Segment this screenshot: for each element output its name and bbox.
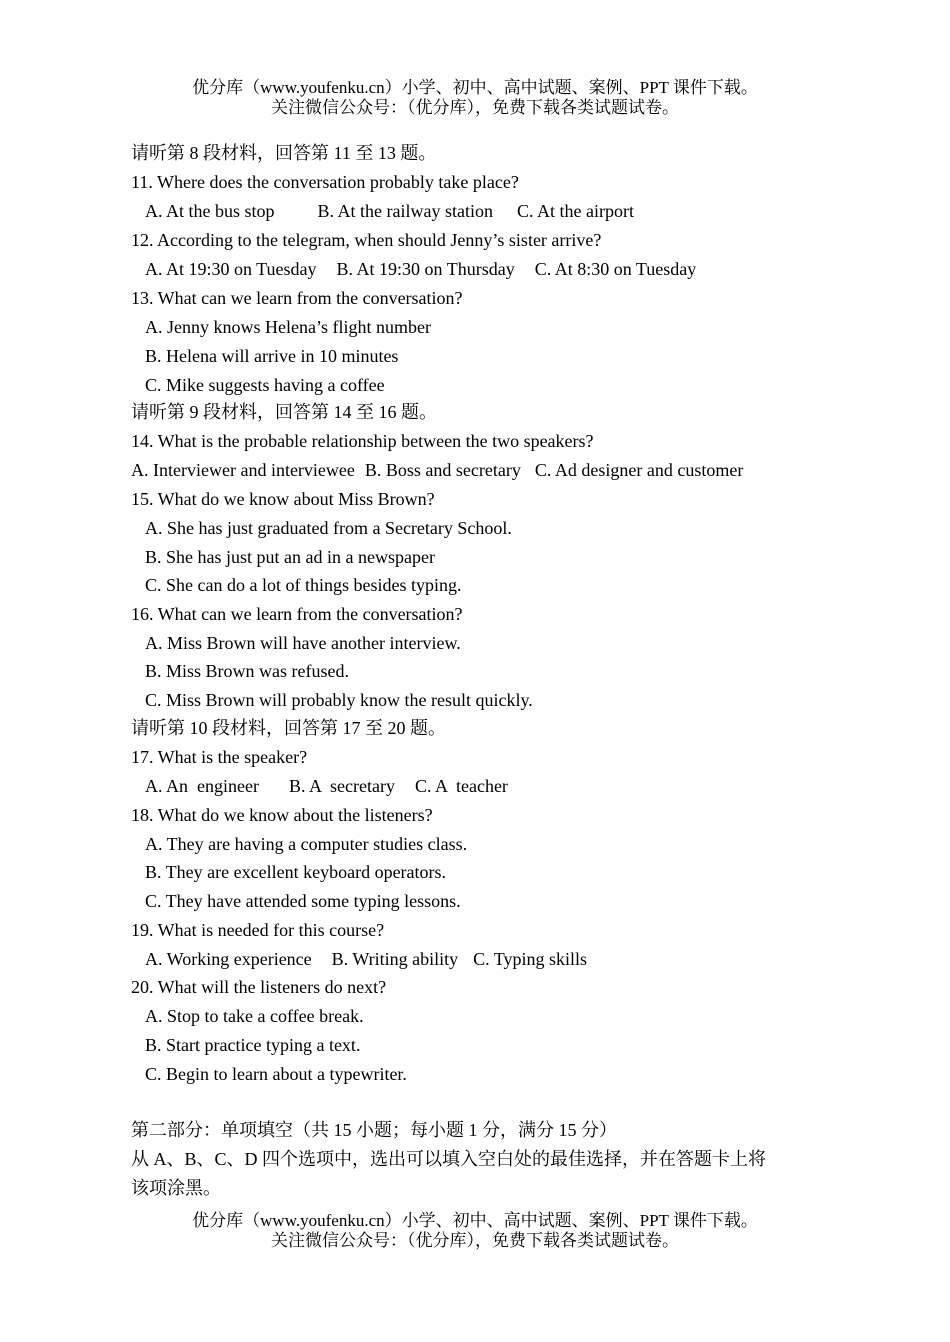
question-12-options	[145, 258, 696, 280]
question-20-stem: 20. What will the listeners do next?	[131, 977, 387, 997]
question-13-option-c: C. Mike suggests having a coffee	[145, 375, 385, 395]
option-b: B. At 19:30 on Thursday	[336, 259, 515, 279]
option-a: A. Working experience	[145, 949, 312, 969]
question-14-stem: 14. What is the probable relationship between the two speakers?	[131, 431, 594, 451]
question-15-stem: 15. What do we know about Miss Brown?	[131, 489, 435, 509]
section-heading-9: 请听第 9 段材料，回答第 14 至 16 题。	[131, 402, 437, 422]
option-c: C. At the airport	[517, 201, 634, 221]
question-19-options	[145, 948, 587, 970]
question-20-option-b: B. Start practice typing a text.	[145, 1035, 361, 1055]
question-13-stem: 13. What can we learn from the conversation?	[131, 288, 463, 308]
option-c: C. Typing skills	[473, 949, 588, 969]
option-b: B. Boss and secretary	[364, 460, 521, 480]
option-c: C. At 8:30 on Tuesday	[534, 259, 697, 279]
part2-title: 第二部分：单项填空（共 15 小题；每小题 1 分，满分 15 分）	[131, 1120, 617, 1140]
option-b: B. A secretary	[288, 776, 395, 796]
question-15-option-c: C. She can do a lot of things besides typing.	[145, 575, 462, 595]
question-11-options	[145, 200, 634, 222]
option-c: C. A teacher	[414, 776, 508, 796]
question-13-option-b: B. Helena will arrive in 10 minutes	[145, 346, 399, 366]
page-header-line2: 关注微信公众号：（优分库），免费下载各类试题试卷。	[271, 98, 679, 117]
question-15-option-b: B. She has just put an ad in a newspaper	[145, 547, 435, 567]
question-18-option-b: B. They are excellent keyboard operators.	[145, 862, 447, 882]
question-16-option-c: C. Miss Brown will probably know the result quickly.	[145, 690, 533, 710]
question-13-option-a: A. Jenny knows Helena’s flight number	[145, 317, 431, 337]
question-18-stem: 18. What do we know about the listeners?	[131, 805, 433, 825]
option-a: A. An engineer	[145, 776, 259, 796]
question-16-option-b: B. Miss Brown was refused.	[145, 661, 349, 681]
option-a: A. At the bus stop	[145, 201, 275, 221]
section-heading-10: 请听第 10 段材料，回答第 17 至 20 题。	[131, 718, 446, 738]
question-12-stem: 12. According to the telegram, when should Jenny’s sister arrive?	[131, 230, 602, 250]
option-b: B. At the railway station	[317, 201, 493, 221]
question-17-stem: 17. What is the speaker?	[131, 747, 308, 767]
question-11-stem: 11. Where does the conversation probably take place?	[131, 172, 519, 192]
option-a: A. Interviewer and interviewee	[131, 460, 355, 480]
question-16-stem: 16. What can we learn from the conversation?	[131, 604, 463, 624]
page-footer-line2: 关注微信公众号：（优分库），免费下载各类试题试卷。	[271, 1231, 679, 1250]
question-19-stem: 19. What is needed for this course?	[131, 920, 385, 940]
part2-instructions-line2: 该项涂黑。	[131, 1178, 221, 1198]
question-20-option-a: A. Stop to take a coffee break.	[145, 1006, 364, 1026]
question-17-options	[145, 775, 508, 797]
question-20-option-c: C. Begin to learn about a typewriter.	[145, 1064, 407, 1084]
option-c: C. Ad designer and customer	[534, 460, 744, 480]
question-16-option-a: A. Miss Brown will have another interview.	[145, 633, 461, 653]
question-18-option-c: C. They have attended some typing lessons.	[145, 891, 461, 911]
section-heading-8: 请听第 8 段材料，回答第 11 至 13 题。	[131, 143, 437, 163]
question-18-option-a: A. They are having a computer studies class.	[145, 834, 468, 854]
page-header-line1: 优分库（www.youfenku.cn）小学、初中、高中试题、案例、PPT 课件下载。	[192, 78, 758, 97]
question-15-option-a: A. She has just graduated from a Secretary School.	[145, 518, 512, 538]
page-footer-line1: 优分库（www.youfenku.cn）小学、初中、高中试题、案例、PPT 课件下载。	[192, 1211, 758, 1230]
option-a: A. At 19:30 on Tuesday	[145, 259, 317, 279]
part2-instructions-line1: 从 A、B、C、D 四个选项中，选出可以填入空白处的最佳选择，并在答题卡上将	[131, 1149, 767, 1169]
question-14-options	[131, 459, 743, 481]
option-b: B. Writing ability	[331, 949, 459, 969]
